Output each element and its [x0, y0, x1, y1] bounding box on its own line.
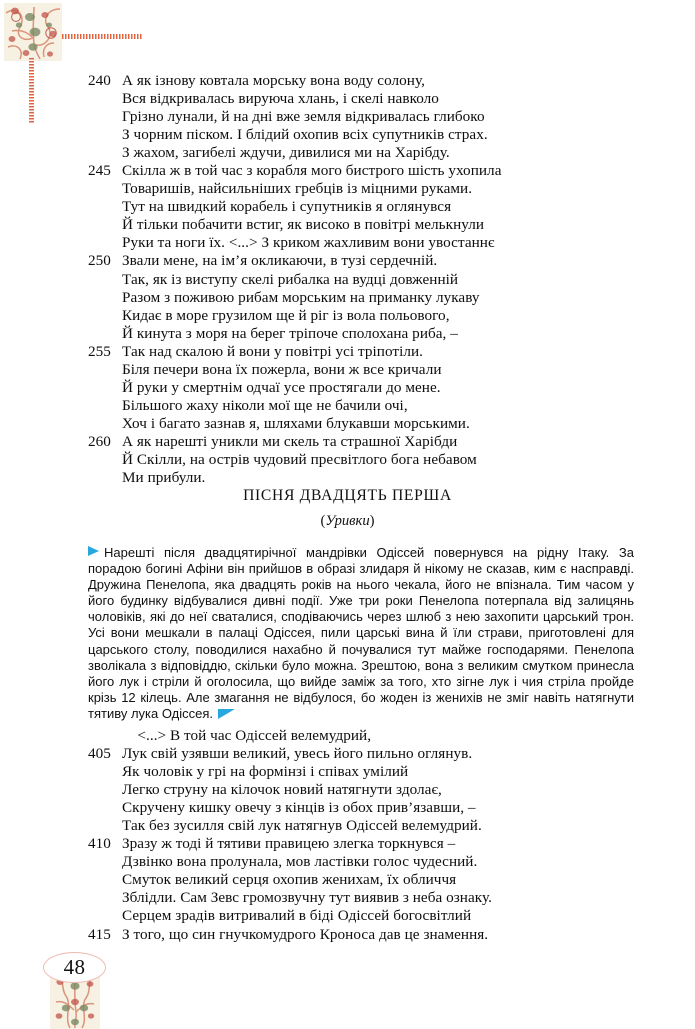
- verse-line-text: Й кинута з моря на берег тріпоче сполохана риба, –: [122, 324, 458, 342]
- verse-line-text: Дзвінко вона пролунала, мов ластівки голос чудесний.: [122, 853, 478, 871]
- verse-line: [88, 216, 648, 234]
- song-title: ПІСНЯ ДВАДЦЯТЬ ПЕРША: [243, 487, 452, 504]
- verse-line-text: Більшого жаху ніколи мої ще не бачили очі,: [122, 396, 408, 414]
- verse-line: [88, 252, 648, 270]
- verse-line-text: Як чоловік у грі на формінзі і співах умілий: [122, 763, 409, 781]
- verse-line-text: З чорним піском. І блідий охопив всіх супутників страх.: [122, 126, 488, 144]
- verse-line-text: А як ізнову ковтала морську вона воду солону,: [122, 72, 425, 89]
- verse-line-text: Так без зусилля свій лук натягнув Одіссей велемудрий.: [122, 817, 482, 835]
- verse-line: [88, 745, 648, 763]
- verse-line: [88, 198, 648, 216]
- corner-ornament: [4, 3, 62, 61]
- verse-block-upper: [88, 72, 648, 487]
- verse-line: [88, 727, 648, 745]
- verse-line-text: Так над скалою й вони у повітрі усі тріпотіли.: [122, 342, 424, 360]
- verse-line: [88, 144, 648, 162]
- verse-line-number: 255: [88, 342, 111, 360]
- verse-line-text: Грізно лунали, й на дні вже земля відкривалась глибоко: [122, 108, 485, 126]
- verse-line-number: 415: [88, 925, 111, 943]
- verse-line-text: Звали мене, на ім’я окликаючи, в тузі сердечній.: [122, 252, 438, 270]
- verse-line: [88, 90, 648, 108]
- triangle-end-icon: [218, 709, 235, 719]
- verse-line-text: Разом з поживою рибам морським на приманку лукаву: [122, 288, 480, 306]
- verse-line: [88, 817, 648, 835]
- verse-line: [88, 871, 648, 889]
- verse-line: [88, 415, 648, 433]
- verse-line-text: Хоч і багато зазнав я, шляхами блукавши морськими.: [122, 414, 470, 432]
- verse-line-text: Лук свій узявши великий, увесь його пильно оглянув.: [122, 745, 473, 763]
- verse-line: [88, 926, 648, 944]
- subtitle-italic-text: Уривки: [325, 513, 370, 529]
- verse-line-text: Зразу ж тоді й тятиви правицею злегка торкнувся –: [122, 835, 456, 853]
- prose-text: Нарешті після двадцятирічної мандрівки Одіссей повернувся на рідну Ітаку. За порадою богині Афіни він прийшов в образі злидаря й нікому не сказав, ким є насправді. Дружина Пенелопа, яка двадцять років на нього чекала, його не впізнала. Тим часом у його будинку відбувалися дивні події. Уже три роки Пенелопа потерпала від залицянь чоловіків, які до неї сваталися, сподіваючись через шлюб з нею захопити царський трон. Усі вони мешкали в палаці Одіссея, пили царські вина й їли страви, приготовлені для царського столу, поводилися нахабно й почувалися тут майже господарями. Пенелопа зволікала з відповіддю, скільки було можна. Зрештою, вона з великим смутком принесла його лук і стріли й оголосила, що вийде заміж за того, хто зігне лук і чия стріла пройде крізь 12 кілець. Але змагання не відбулося, бо жоден із женихів не зміг навіть натягнути тятиву лука Одіссея.: [88, 545, 634, 721]
- verse-line-text: Товаришів, найсильніших гребців із міцними руками.: [122, 180, 473, 198]
- verse-line-number: 405: [88, 745, 111, 763]
- verse-line-text: Й тільки побачити встиг, як високо в повітрі мелькнули: [122, 216, 485, 234]
- verse-line: [88, 343, 648, 361]
- verse-line-text: <...> В той час Одіссей велемудрий,: [122, 727, 372, 744]
- verse-line-text: Руки та ноги їх. <...> З криком жахливим вони увостаннє: [122, 234, 495, 252]
- verse-line-number: 250: [88, 252, 111, 270]
- page-number-badge: [43, 952, 106, 983]
- verse-line: [88, 397, 648, 415]
- song-subtitle: [0, 513, 695, 530]
- verse-line: [88, 799, 648, 817]
- verse-line-text: Кидає в море грузилом ще й ріг із вола польового,: [122, 306, 450, 324]
- verse-line: [88, 108, 648, 126]
- verse-line-text: Тут на швидкий корабель і супутників я оглянувся: [122, 198, 452, 216]
- verse-line: [88, 271, 648, 289]
- verse-line-text: Скручену кишку овечу з кінців із обох прив’язавши, –: [122, 799, 476, 817]
- verse-line-number: 260: [88, 432, 111, 450]
- verse-line-number: 240: [88, 72, 111, 89]
- verse-line-text: Вся відкривалась вируюча хлань, і скелі навколо: [122, 90, 439, 108]
- verse-line: [88, 234, 648, 252]
- verse-line: [88, 469, 648, 487]
- verse-line: [88, 763, 648, 781]
- verse-line-text: Й руки у смертнім одчаї усе простягали до мене.: [122, 378, 441, 396]
- verse-line: [88, 162, 648, 180]
- verse-line-number: 410: [88, 835, 111, 853]
- verse-line-text: А як нарешті уникли ми скель та страшної Харібди: [122, 432, 458, 450]
- verse-line: [88, 853, 648, 871]
- verse-line-text: Так, як із виступу скелі рибалка на вудці довженній: [122, 270, 459, 288]
- verse-line: [88, 889, 648, 907]
- verse-line: [88, 325, 648, 343]
- horizontal-dashed-rule: [62, 34, 143, 39]
- verse-line-text: З того, що син гнучкомудрого Кроноса дав це знамення.: [122, 925, 489, 943]
- verse-line-text: З жахом, загибелі ждучи, дивилися ми на Харібду.: [122, 144, 450, 162]
- page-number-text: 48: [63, 955, 86, 979]
- verse-line-text: Скілла ж в той час з корабля мого бистрого шість ухопила: [122, 162, 502, 180]
- subtitle-open-paren: (: [320, 513, 326, 529]
- verse-line-text: Й Скілли, на острів чудовий пресвітлого бога небавом: [122, 450, 477, 468]
- verse-line-text: Смуток великий серця охопив женихам, їх обличчя: [122, 871, 457, 889]
- verse-line: [88, 72, 648, 90]
- verse-line: [88, 379, 648, 397]
- verse-line: [88, 361, 648, 379]
- verse-line: [88, 907, 648, 925]
- verse-line: [88, 289, 648, 307]
- verse-line: [88, 451, 648, 469]
- vertical-dashed-rule: [29, 58, 34, 123]
- verse-line: [88, 180, 648, 198]
- triangle-start-icon: [88, 546, 99, 556]
- prose-summary-paragraph: [88, 545, 634, 722]
- verse-line: [88, 835, 648, 853]
- verse-line-text: Ми прибули.: [122, 469, 206, 487]
- verse-line-text: Серцем зрадів витривалий в біді Одіссей богосвітлий: [122, 907, 472, 925]
- verse-line: [88, 126, 648, 144]
- verse-line-text: Біля печери вона їх пожерла, вони ж все кричали: [122, 360, 442, 378]
- verse-line: [88, 781, 648, 799]
- verse-line-text: Легко струну на кілочок новий натягнути здолає,: [122, 781, 442, 799]
- verse-line: [88, 433, 648, 451]
- verse-line-number: 245: [88, 162, 111, 180]
- verse-line-text: Зблідли. Сам Зевс громозвучну тут виявив з неба ознаку.: [122, 889, 492, 907]
- verse-block-lower: [88, 727, 648, 944]
- verse-line: [88, 307, 648, 325]
- subtitle-close-paren: ): [369, 513, 375, 529]
